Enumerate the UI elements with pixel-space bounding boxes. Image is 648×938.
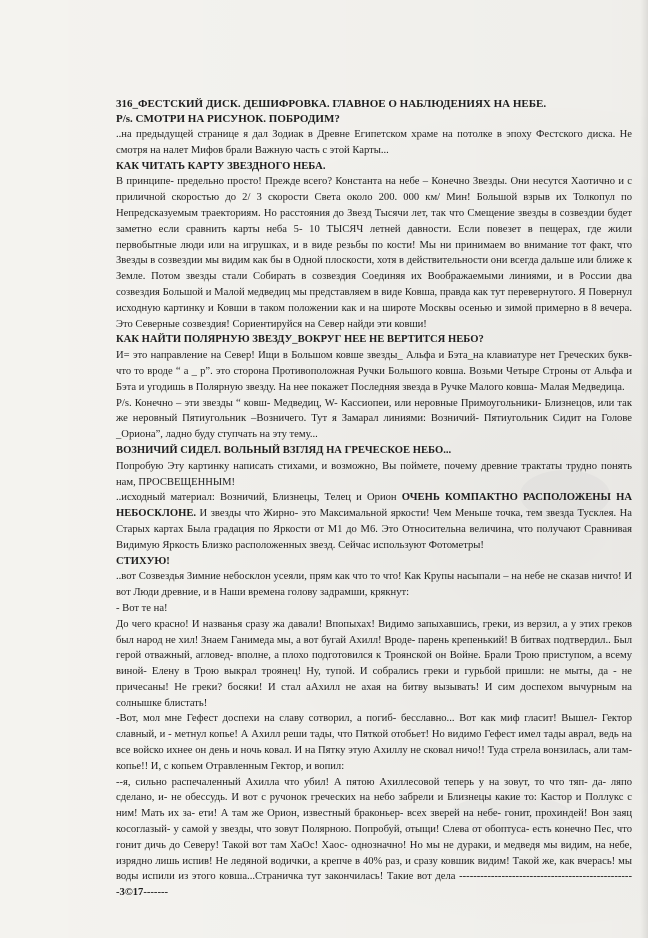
paragraph-verse-5 — [116, 775, 632, 901]
compact-emphasis: ОЧЕНЬ КОМПАКТНО РАСПОЛОЖЕНЫ НА НЕБОСКЛОНЕ. — [116, 492, 632, 520]
page-number-marker: --------------------------------------------------3©17------- — [116, 871, 632, 899]
source-material-text: ..исходный материал: Возничий, Близнецы, Телец и Орион — [116, 492, 397, 504]
document-body — [116, 97, 632, 901]
heading-auriga: ВОЗНИЧИЙ СИДЕЛ. ВОЛЬНЫЙ ВЗГЛЯД НА ГРЕЧЕСКОЕ НЕБО... — [116, 444, 452, 456]
paragraph-verse-3: До чего красно! И названья сразу жа давали! Впопыхах! Видимо запыхавшись, греки, из верзил, а у этих греков был народ не хил! Знаем Ганимеда мы, а вот бугай Ахилл! Вроде- парень крепенький! В битвах подтвердил.. Был герой отважный, агловед- вполне, а плохо подготовился к Троянской он Войне. Брали Трою приступом, а всему виной- Елену в Трою выкрал троянец! Ну, тупой. И собрались греки и гурьбой пришли: не мыты, да - не причесаны! Не греки? босяки! И стал аАхилл не ахая на битву вызывать! И сим доспехом вычурным на солнышке блистать! — [116, 618, 632, 709]
paragraph-star-map: В принципе- предельно просто! Прежде всего? Константа на небе – Конечно Звезды. Они несутся Хаотично и с приличной скоростью до 2/ 3 скорости Света около 200. 000 км/ Мин! Большой взрыв их Толкопул по Непредсказуемым траекториям. Но расстояния до Звезд Тысячи лет, так что Смещение звезды в созвездии будет заметно если сравнить карты неба 5- 10 ТЫСЯЧ летней давности. Если повезет в пещерах, где жили первобытные люди или на игрушках, и в виде резьбы по кости! Мы ни принимаем во внимание тот факт, что Звезды в созвездии мы видим как бы в Одной плоскости, хотя в действительности они всегда дальше или ближе к Земле. Потом звезды стали Собирать в созвездия Соединяя их Воображаемыми линиями, и в России два созвездия Большой и Малой медведиц мы представляем в виде Ковша, правда как тут перевернутого. Я Повернул исходную картинку и Ковши в таком положении как и на широте Москвы осенью и зимой примерно в 8 вечера. Это Северные созвездия! Сориентируйся на Север найди эти ковши! — [116, 176, 632, 330]
page-edge-shadow — [640, 0, 648, 938]
paragraph-verse-1: ..вот Созвездья Зимние небосклон усеяли, прям как что то что! Как Крупы насыпали – на небе не сказав ничто! И вот Люди древние, и в Наши времена голову задрамши, крякнут: — [116, 571, 632, 599]
source-material-text-cont: И звезды что Жирно- это Максимальной яркости! Чем Меньше точка, тем звезда Тусклея. На Старых картах Была градация по Яркости от М1 до М6. Это Относительна величина, что получают Сравнивая Видимую Яркость Близко расположенных звезд. Сейчас используют Фотометры! — [116, 508, 632, 551]
document-title: 316_ФЕСТСКИЙ ДИСК. ДЕШИФРОВКА. ГЛАВНОЕ О НАБЛЮДЕНИЯХ НА НЕБЕ. — [116, 98, 547, 110]
paragraph-verse-2: - Вот те на! — [116, 602, 168, 614]
heading-find-polar-star: КАК НАЙТИ ПОЛЯРНУЮ ЗВЕЗДУ_ВОКРУГ НЕЕ НЕ ВЕРТИТСЯ НЕБО? — [116, 334, 484, 346]
paragraph-verse-4: -Вот, мол мне Гефест доспехи на славу сотворил, а погиб- бесславно... Вот как миф гласит! Вышел- Гектор славный, и - метнул копье! А Ахилл реши тады, что Пяткой отобьет! Но видимо Гефест имел тады аврал, ведь на все войско ихнее он день и ночь ковал. И на Пятку этую Ахиллу не сковал ничо!! Туда стрела вонзилась, али там- копье!! И, с копьем Отравленным Гектор, и вопил: — [116, 713, 632, 772]
document-subtitle: P/s. СМОТРИ НА РИСУНОК. ПОБРОДИМ? — [116, 113, 340, 125]
heading-how-to-read-star-map: КАК ЧИТАТЬ КАРТУ ЗВЕЗДНОГО НЕБА. — [116, 160, 326, 172]
heading-verse: СТИХУЮ! — [116, 555, 170, 567]
paragraph-intro: ..на предыдущей странице я дал Зодиак в Древне Египетском храме на потолке в эпоху Фестского диска. Не смотря на налет Мифов брали Важную часть с этой Карты... — [116, 129, 632, 156]
paragraph-ps: P/s. Конечно – эти звезды “ ковш- Медведиц, W- Кассиопеи, или неровные Примоугольники- Близнецов, или так же неровный Пятиугольник –Возничего. Тут я Замарал линиями: Возничий- Пятиугольник Сидит на Голове _Ориона”, ладно буду ступчать на эту тему... — [116, 397, 632, 441]
paragraph-source-material — [116, 490, 632, 553]
paragraph-verse-5-text: --я, сильно распечаленный Ахилла что убил! А пятою Ахиллесовой теперь у на зовут, то что тяп- да- ляпо сделано, и- не обессудь. И вот с ручонок греческих на небо забрели и Близнецы какие то: Кастор и Поллукс с ним! Мать их за- ети! А там же Орион, известный браконьер- всех зверей на небе- гонит, прохиндей! Вон заяц косоглазый- у самой у звезды, что зовут Полярною. Попробуй, отыщи! Слева от обоптуса- есть конечно Пес, что гонит дичь до Северу! Такой вот там ХаОс! Хаос- однозначно! Но мы не дураки, и медведя мы видим, на небе, изрядно лишь испив! Не ледяной водички, а крепче в 40% раз, и сразу ковшик видим! Такой же, как вчерась! мы воды испили из этого ковша...Страничка тут закончилась! Такие вот дела — [116, 776, 632, 883]
paragraph-polar-star: И= это направление на Север! Ищи в Большом ковше звезды_ Альфа и Бэта_на клавиатуре нет Греческих букв- что то вроде “ а _ р”. это сторона Противоположная Ручки Большого ковша. Возьми Четыре Строны от Альфа и Бэта и угодишь в Полярную звезду. На нее покажет Последняя звезда в Ручке Малого ковша- Малая Медведица. — [116, 350, 632, 393]
paragraph-verse-intro: Попробую Эту картинку написать стихами, и возможно, Вы поймете, почему древние трактаты трудно понять нам, ПРОСВЕЩЕННЫМ! — [116, 460, 632, 488]
